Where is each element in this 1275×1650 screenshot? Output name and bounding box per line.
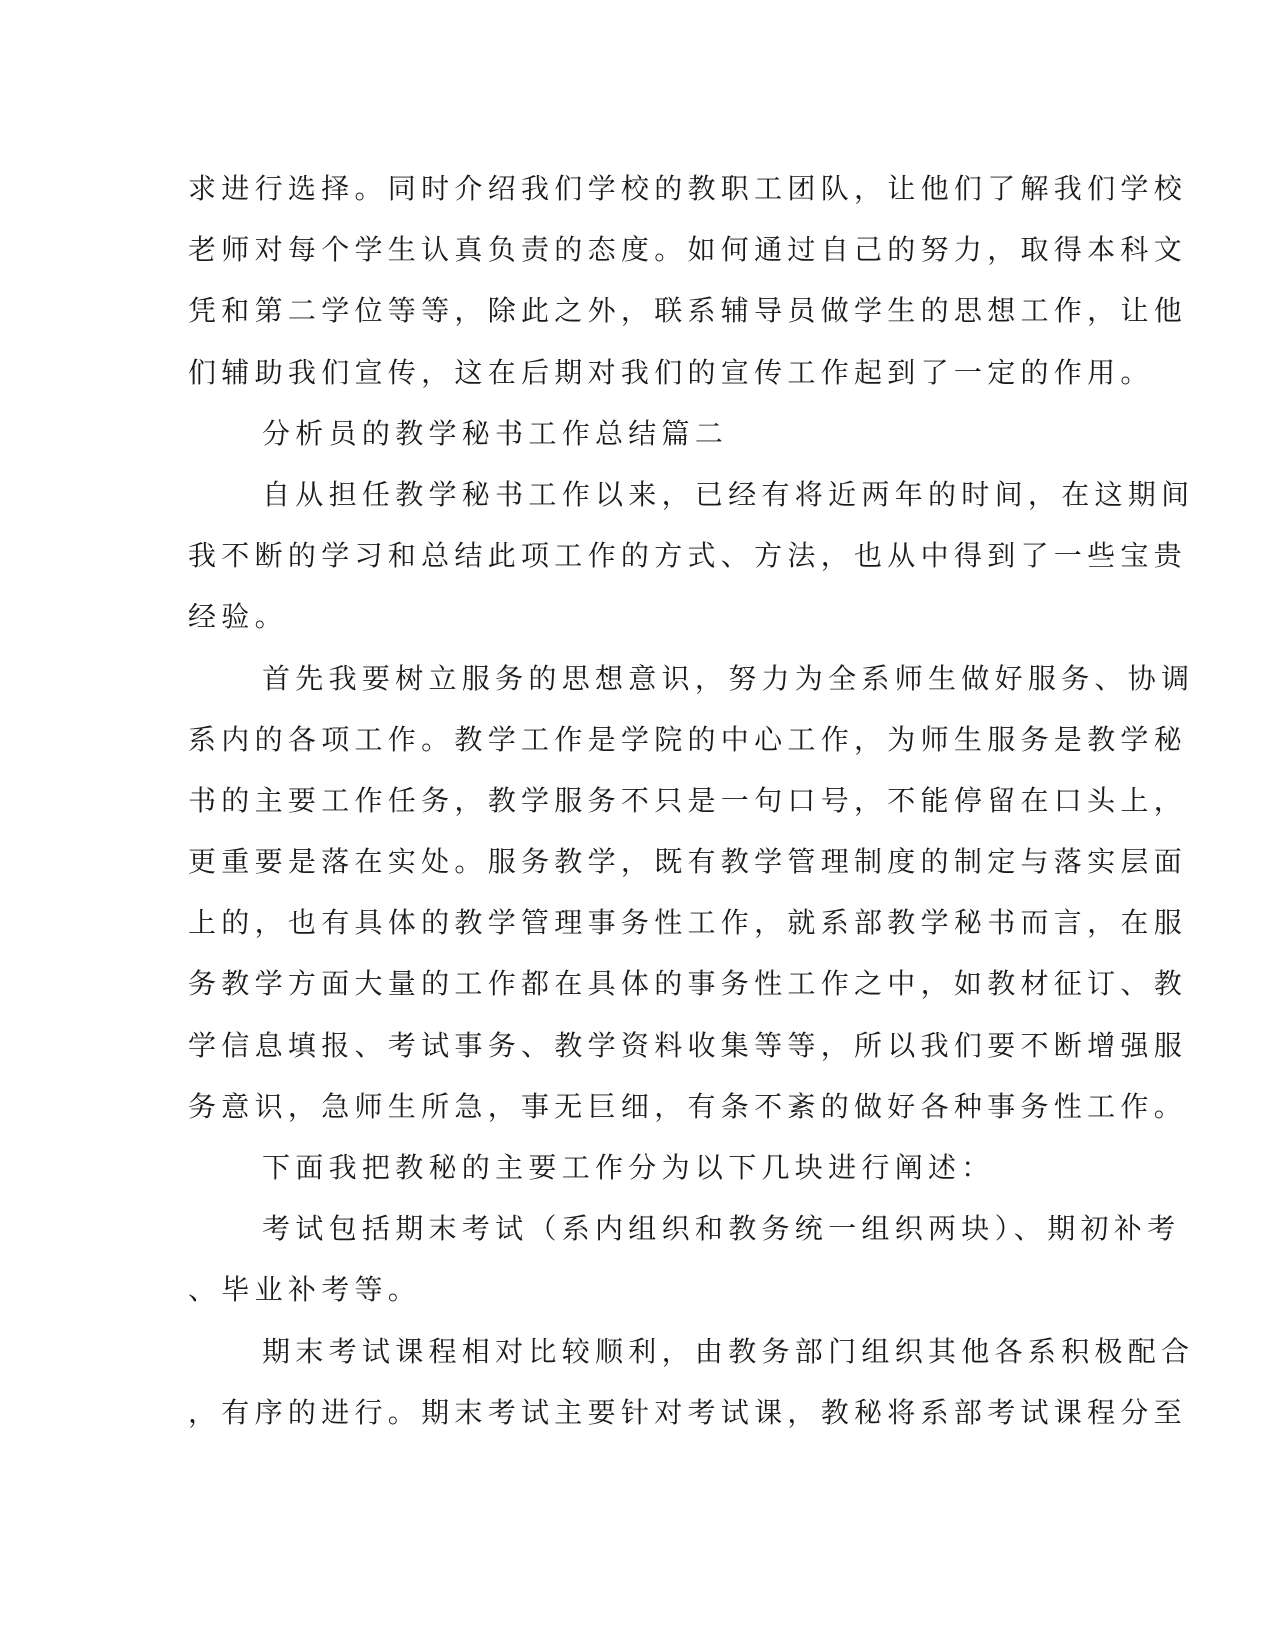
text-line: 书的主要工作任务，教学服务不只是一句口号，不能停留在口头上，: [188, 783, 1188, 817]
paragraph-first-line: 期末考试课程相对比较顺利，由教务部门组织其他各系积极配合: [262, 1334, 1195, 1368]
paragraph-first-line: 首先我要树立服务的思想意识，努力为全系师生做好服务、协调: [262, 661, 1195, 695]
text-line: 上的，也有具体的教学管理事务性工作，就系部教学秘书而言，在服: [188, 906, 1188, 940]
paragraph-first-line: 考试包括期末考试（系内组织和教务统一组织两块）、期初补考: [262, 1212, 1181, 1246]
text-line: 们辅助我们宣传，这在后期对我们的宣传工作起到了一定的作用。: [188, 355, 1154, 389]
text-line: 、毕业补考等。: [188, 1273, 422, 1307]
document-body: [188, 158, 1195, 1443]
text-line: 求进行选择。同时介绍我们学校的教职工团队，让他们了解我们学校: [188, 172, 1188, 205]
text-line: 经验。: [188, 600, 288, 634]
text-line: 凭和第二学位等等，除此之外，联系辅导员做学生的思想工作，让他: [188, 294, 1188, 328]
text-line: 更重要是落在实处。服务教学，既有教学管理制度的制定与落实层面: [188, 845, 1188, 879]
text-line: 学信息填报、考试事务、教学资料收集等等，所以我们要不断增强服: [188, 1028, 1188, 1062]
text-line: 务教学方面大量的工作都在具体的事务性工作之中，如教材征订、教: [188, 967, 1188, 1001]
text-line: 系内的各项工作。教学工作是学院的中心工作，为师生服务是教学秘: [188, 722, 1188, 756]
text-line: 老师对每个学生认真负责的态度。如何通过自己的努力，取得本科文: [188, 233, 1188, 267]
text-line: 务意识，急师生所急，事无巨细，有条不紊的做好各种事务性工作。: [188, 1089, 1188, 1123]
paragraph-first-line: 下面我把教秘的主要工作分为以下几块进行阐述：: [262, 1151, 995, 1184]
text-line: ，有序的进行。期末考试主要针对考试课，教秘将系部考试课程分至: [188, 1395, 1188, 1429]
paragraph-first-line: 分析员的教学秘书工作总结篇二: [262, 416, 729, 450]
paragraph-first-line: 自从担任教学秘书工作以来，已经有将近两年的时间，在这期间: [262, 477, 1195, 511]
text-line: 我不断的学习和总结此项工作的方式、方法，也从中得到了一些宝贵: [188, 539, 1188, 573]
